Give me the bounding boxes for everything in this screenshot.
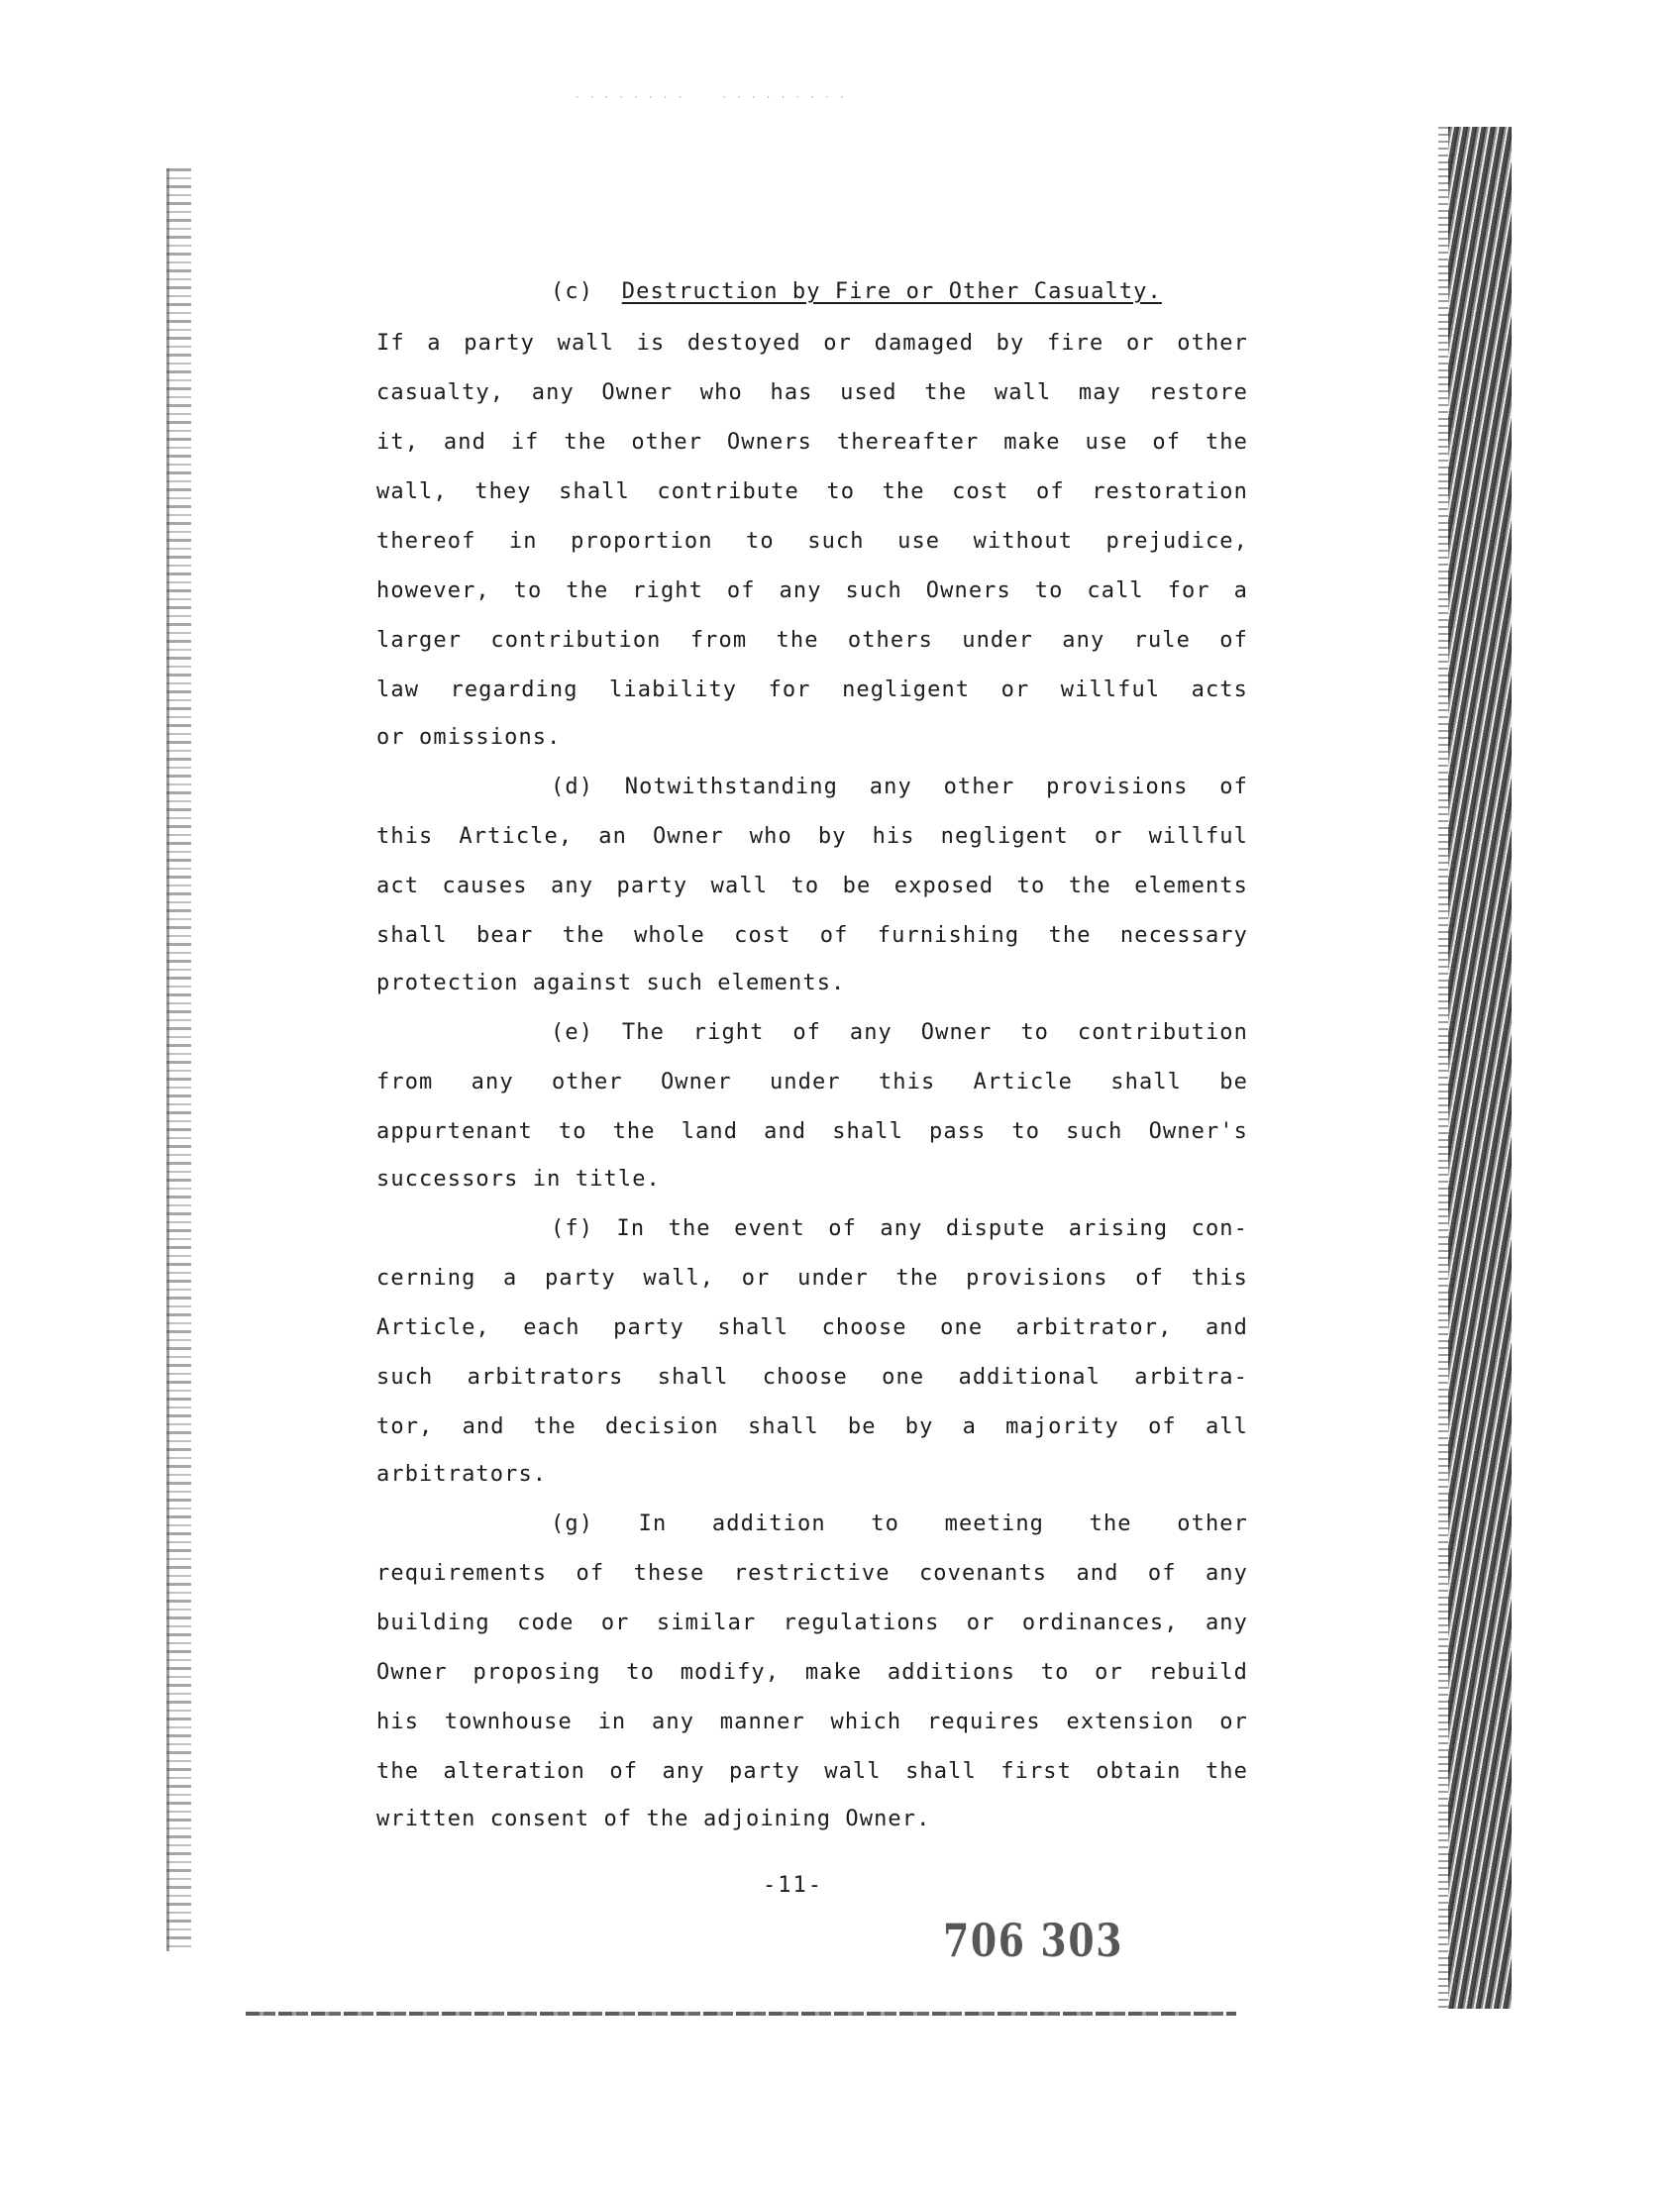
paragraph-c-line-5: thereof in proportion to such use without prejudice, xyxy=(376,529,1248,554)
paragraph-c-heading-line xyxy=(376,277,1248,307)
paragraph-e-first-line: (e) The right of any Owner to contribution xyxy=(551,1020,1248,1045)
paragraph-c-line-8: law regarding liability for negligent or willful acts xyxy=(376,677,1248,702)
top-scan-noise: · · · · · · · · · · · · · · · · · xyxy=(575,93,847,103)
paragraph-f-first-line: (f) In the event of any dispute arising con- xyxy=(551,1216,1248,1241)
paragraph-g-line-1: requirements of these restrictive covenants and of any xyxy=(376,1561,1248,1586)
paragraph-d-line-3: shall bear the whole cost of furnishing the necessary xyxy=(376,923,1248,948)
paragraph-g-line-3: Owner proposing to modify, make additions to or rebuild xyxy=(376,1660,1248,1685)
bottom-scan-line xyxy=(246,2012,1236,2016)
left-scan-edge xyxy=(166,168,191,1951)
paragraph-d-line-2: act causes any party wall to be exposed to the elements xyxy=(376,874,1248,898)
paragraph-c-line-4: wall, they shall contribute to the cost of restoration xyxy=(376,479,1248,504)
paragraph-c-line-7: larger contribution from the others under any rule of xyxy=(376,628,1248,653)
paragraph-g-first-line: (g) In addition to meeting the other xyxy=(551,1511,1248,1536)
paragraph-e-line-3: successors in title. xyxy=(376,1167,661,1192)
paragraph-f-line-5: arbitrators. xyxy=(376,1462,548,1487)
paragraph-g-line-2: building code or similar regulations or ordinances, any xyxy=(376,1611,1248,1635)
paragraph-c-line-9: or omissions. xyxy=(376,725,562,750)
paragraph-c-line-2: casualty, any Owner who has used the wall may restore xyxy=(376,380,1248,405)
paragraph-e-line-1: from any other Owner under this Article shall be xyxy=(376,1070,1248,1094)
paragraph-f-line-1: cerning a party wall, or under the provisions of this xyxy=(376,1266,1248,1291)
paragraph-d-line-4: protection against such elements. xyxy=(376,971,846,995)
paragraph-c-line-1: If a party wall is destoyed or damaged by fire or other xyxy=(376,331,1248,356)
paragraph-d-line-1: this Article, an Owner who by his negligent or willful xyxy=(376,824,1248,849)
paragraph-f-line-4: tor, and the decision shall be by a majority of all xyxy=(376,1414,1248,1439)
right-scan-edge xyxy=(1448,127,1512,2009)
paragraph-c-heading: Destruction by Fire or Other Casualty. xyxy=(621,279,1162,304)
paragraph-d-first-line: (d) Notwithstanding any other provisions of xyxy=(551,775,1248,799)
page-number: -11- xyxy=(763,1873,823,1898)
paragraph-f-line-2: Article, each party shall choose one arbitrator, and xyxy=(376,1315,1248,1340)
paragraph-c-line-3: it, and if the other Owners thereafter make use of the xyxy=(376,430,1248,455)
paragraph-g-line-5: the alteration of any party wall shall first obtain the xyxy=(376,1759,1248,1784)
paragraph-f-line-3: such arbitrators shall choose one additional arbitra- xyxy=(376,1365,1248,1390)
paragraph-g-line-4: his townhouse in any manner which requires extension or xyxy=(376,1710,1248,1734)
paragraph-c-label: (c) xyxy=(551,279,594,304)
book-page-stamp: 706 303 xyxy=(943,1914,1124,1967)
paragraph-e-line-2: appurtenant to the land and shall pass to such Owner's xyxy=(376,1119,1248,1144)
paragraph-c-line-6: however, to the right of any such Owners to call for a xyxy=(376,578,1248,603)
paragraph-g-line-6: written consent of the adjoining Owner. xyxy=(376,1807,931,1831)
